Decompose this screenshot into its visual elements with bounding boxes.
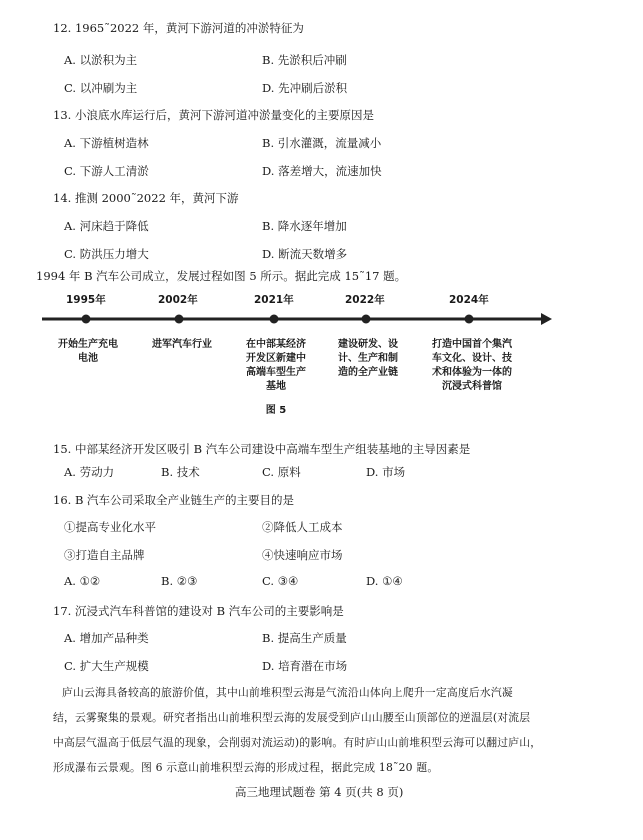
timeline-desc-2022: 建设研发、设 计、生产和制 造的全产业链	[338, 339, 398, 378]
q16-statement-1: ①提高专业化水平	[64, 520, 156, 534]
timeline-dot-2024	[465, 315, 474, 324]
timeline-dot-2022	[362, 315, 371, 324]
q12-stem: 12. 1965˜2022 年，黄河下游河道的冲淤特征为	[53, 21, 304, 35]
timeline-dot-2021	[270, 315, 279, 324]
q15-17-intro: 1994 年 B 汽车公司成立，发展过程如图 5 所示。据此完成 15˜17 题。	[36, 269, 407, 283]
q12-option-c: C. 以冲刷为主	[64, 81, 138, 95]
timeline-figure	[36, 286, 556, 426]
q16-option-b: B. ②③	[161, 574, 198, 588]
timeline-desc-2002: 进军汽车行业	[152, 339, 212, 350]
timeline-caption: 图 5	[265, 405, 287, 416]
timeline-year-2002: 2002年	[158, 294, 198, 306]
q13-option-a: A. 下游植树造林	[64, 136, 149, 150]
q13-stem: 13. 小浪底水库运行后，黄河下游河道冲淤量变化的主要原因是	[53, 108, 374, 122]
timeline-year-2022: 2022年	[345, 294, 385, 306]
q12-option-b: B. 先淤积后冲刷	[262, 53, 347, 67]
q15-option-d: D. 市场	[366, 465, 406, 479]
q14-option-c: C. 防洪压力增大	[64, 247, 149, 261]
passage-line-2: 结，云雾聚集的景观。研究者指出山前堆积型云海的发展受到庐山山腰至山顶部位的逆温层(对流层	[53, 711, 531, 724]
timeline-dot-2002	[175, 315, 184, 324]
q14-stem: 14. 推测 2000˜2022 年，黄河下游	[53, 191, 239, 205]
q16-stem: 16. B 汽车公司采取全产业链生产的主要目的是	[53, 493, 295, 507]
q14-option-b: B. 降水逐年增加	[262, 219, 347, 233]
q13-option-b: B. 引水灌溉，流量减小	[262, 136, 382, 150]
timeline-year-2024: 2024年	[449, 294, 489, 306]
q16-option-d: D. ①④	[366, 574, 403, 588]
q13-option-c: C. 下游人工清淤	[64, 164, 149, 178]
q16-statement-4: ④快速响应市场	[262, 548, 343, 562]
timeline-desc-2021: 在中部某经济 开发区新建中 高端车型生产 基地	[246, 339, 306, 392]
q14-option-a: A. 河床趋于降低	[64, 219, 149, 233]
q17-option-b: B. 提高生产质量	[262, 631, 347, 645]
q17-option-d: D. 培育潜在市场	[262, 659, 348, 673]
q12-option-d: D. 先冲刷后淤积	[262, 81, 348, 95]
q13-option-d: D. 落差增大，流速加快	[262, 164, 382, 178]
q16-option-c: C. ③④	[262, 574, 299, 588]
q17-option-c: C. 扩大生产规模	[64, 659, 149, 673]
q15-option-c: C. 原料	[262, 465, 301, 479]
q14-option-d: D. 断流天数增多	[262, 247, 348, 261]
timeline-dot-1995	[82, 315, 91, 324]
q15-stem: 15. 中部某经济开发区吸引 B 汽车公司建设中高端车型生产组装基地的主导因素是	[53, 442, 471, 456]
passage-line-3: 中高层气温高于低层气温的现象，会削弱对流运动)的影响。有时庐山山前堆积型云海可以翻过庐山，	[53, 736, 542, 749]
passage-line-4: 形成瀑布云景观。图 6 示意山前堆积型云海的形成过程，据此完成 18˜20 题。	[53, 761, 439, 774]
timeline-year-1995: 1995年	[66, 294, 106, 306]
q15-option-b: B. 技术	[161, 465, 200, 479]
timeline-desc-2024: 打造中国首个集汽 车文化、设计、技 术和体验为一体的 沉浸式科普馆	[432, 339, 512, 392]
q17-stem: 17. 沉浸式汽车科普馆的建设对 B 汽车公司的主要影响是	[53, 604, 344, 618]
q15-option-a: A. 劳动力	[64, 465, 115, 479]
timeline-desc-1995: 开始生产充电 电池	[58, 339, 118, 364]
q16-statement-2: ②降低人工成本	[262, 520, 343, 534]
q12-option-a: A. 以淤积为主	[64, 53, 138, 67]
timeline-year-2021: 2021年	[254, 294, 294, 306]
q16-option-a: A. ①②	[64, 574, 101, 588]
q16-statement-3: ③打造自主品牌	[64, 548, 145, 562]
passage-line-1: 庐山云海具备较高的旅游价值，其中山前堆积型云海是气流沿山体向上爬升一定高度后水汽凝	[62, 686, 513, 699]
page-footer: 高三地理试题卷 第 4 页(共 8 页)	[235, 785, 404, 799]
q17-option-a: A. 增加产品种类	[64, 631, 149, 645]
